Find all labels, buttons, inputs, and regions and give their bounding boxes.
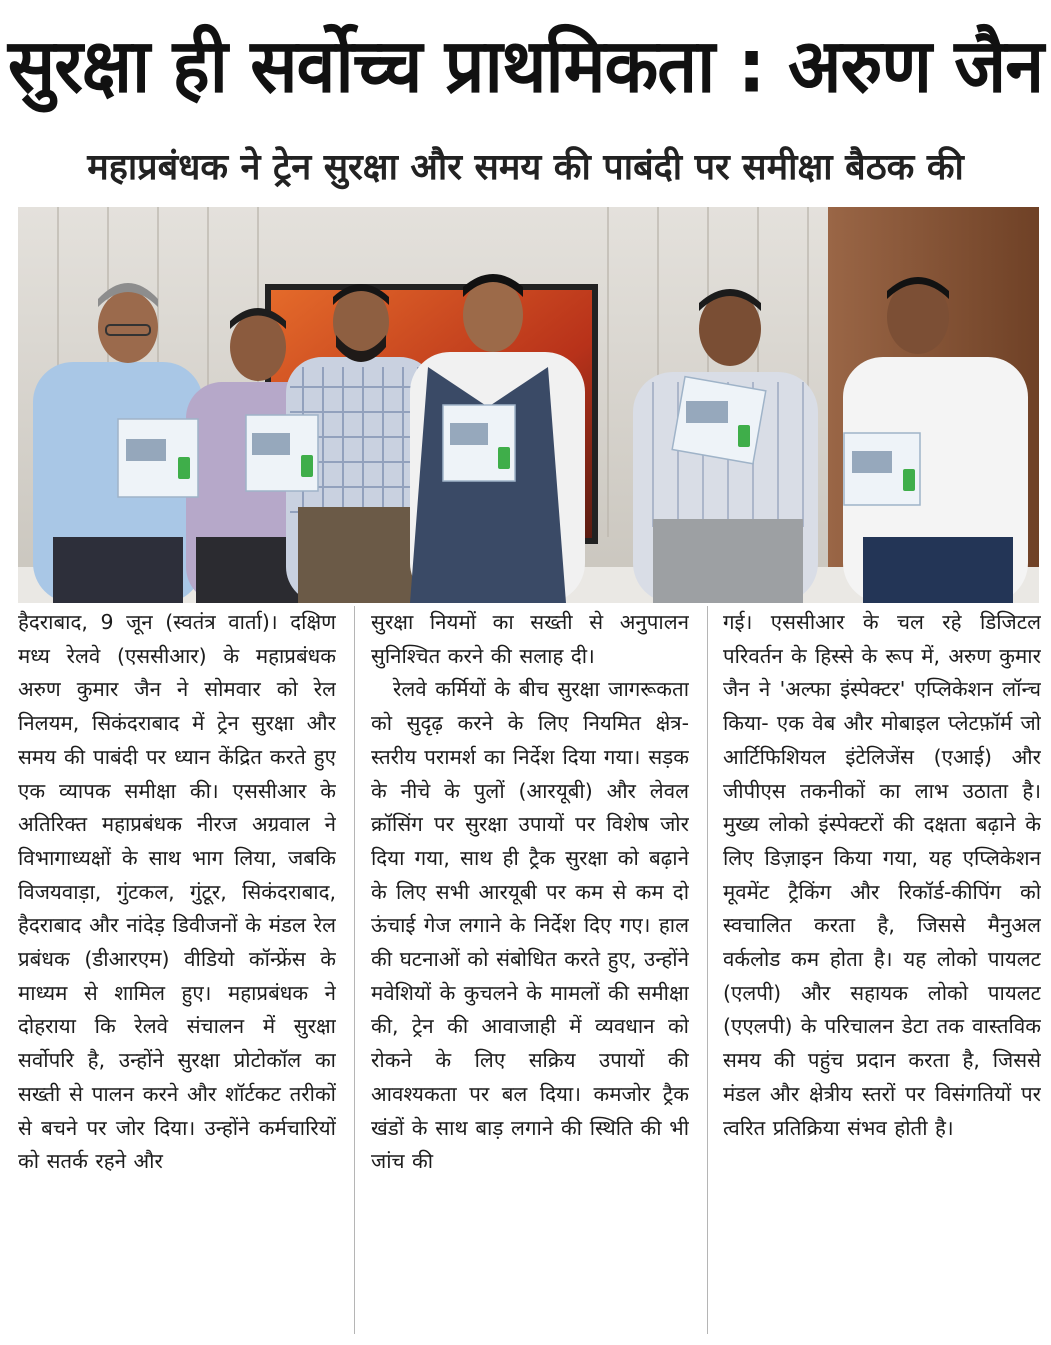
subheadline: महाप्रबंधक ने ट्रेन सुरक्षा और समय की पाबंदी पर समीक्षा बैठक की — [87, 147, 964, 188]
column-1-text: हैदराबाद, 9 जून (स्वतंत्र वार्ता)। दक्षिण मध्य रेलवे (एससीआर) के महाप्रबंधक अरुण कुमार जैन ने सोमवार को रेल निलयम, सिकंदराबाद में ट्रेन सुरक्षा और समय की पाबंदी पर ध्यान केंद्रित करते हुए एक व्यापक समीक्षा की। एससीआर के अतिरिक्त महाप्रबंधक नीरज अग्रवाल ने विभागाध्यक्षों के साथ भाग लिया, जबकि विजयवाड़ा, गुंटकल, गुंटूर, सिकंदराबाद, हैदराबाद और नांदेड़ डिवीजनों के मंडल रेल प्रबंधक (डीआरएम) वीडियो कॉन्फ्रेंस के माध्यम से शामिल हुए। महाप्रबंधक ने दोहराया कि रेलवे संचालन में सुरक्षा सर्वोपरि है, उन्होंने सुरक्षा प्रोटोकॉल का सख्ती से पालन करने और शॉर्टकट तरीकों से बचने पर जोर दिया। उन्होंने कर्मचारियों को सतर्क रहने और — [18, 610, 336, 1174]
news-photo — [18, 207, 1039, 603]
column-divider — [354, 606, 355, 1334]
column-2-paragraph-2: रेलवे कर्मियों के बीच सुरक्षा जागरूकता को सुदृढ़ करने के लिए नियमित क्षेत्र-स्तरीय परामर्श का निर्देश दिया गया। सड़क के नीचे के पुलों (आरयूबी) और लेवल क्रॉसिंग पर सुरक्षा उपायों पर विशेष जोर दिया गया, साथ ही ट्रैक सुरक्षा को बढ़ाने के लिए सभी आरयूबी पर कम से कम दो ऊंचाई गेज लगाने के निर्देश दिए गए। हाल की घटनाओं को संबोधित करते हुए, उन्होंने मवेशियों के कुचलने के मामलों की समीक्षा की, ट्रेन की आवाजाही में व्यवधान को रोकने के लिए सक्रिय उपायों की आवश्यकता पर बल दिया। कमजोर ट्रैक खंडों के साथ बाड़ लगाने की स्थिति की भी जांच की — [371, 677, 689, 1174]
article-body — [18, 606, 1039, 1336]
photo-illustration — [18, 207, 1039, 603]
column-divider — [707, 606, 708, 1334]
article-column-3 — [723, 606, 1041, 1334]
headline: सुरक्षा ही सर्वोच्च प्राथमिकता : अरुण जैन — [7, 22, 1044, 110]
article-column-1 — [18, 606, 336, 1334]
column-3-text: गई। एससीआर के चल रहे डिजिटल परिवर्तन के हिस्से के रूप में, अरुण कुमार जैन ने 'अल्फा इंस्पेक्टर' एप्लिकेशन लॉन्च किया- एक वेब और मोबाइल प्लेटफ़ॉर्म जो आर्टिफिशियल इंटेलिजेंस (एआई) और जीपीएस तकनीकों का लाभ उठाता है। मुख्य लोको इंस्पेक्टरों की दक्षता बढ़ाने के लिए डिज़ाइन किया गया, यह एप्लिकेशन मूवमेंट ट्रैकिंग और रिकॉर्ड-कीपिंग को स्वचालित करता है, जिससे मैनुअल वर्कलोड कम होता है। यह लोको पायलट (एलपी) और सहायक लोको पायलट (एएलपी) के परिचालन डेटा तक वास्तविक समय की पहुंच प्रदान करता है, जिससे मंडल और क्षेत्रीय स्तरों पर विसंगतियों पर त्वरित प्रतिक्रिया संभव होती है। — [723, 610, 1041, 1140]
article-column-2 — [371, 606, 689, 1334]
column-2-paragraph-1: सुरक्षा नियमों का सख्ती से अनुपालन सुनिश्चित करने की सलाह दी। — [371, 610, 689, 668]
